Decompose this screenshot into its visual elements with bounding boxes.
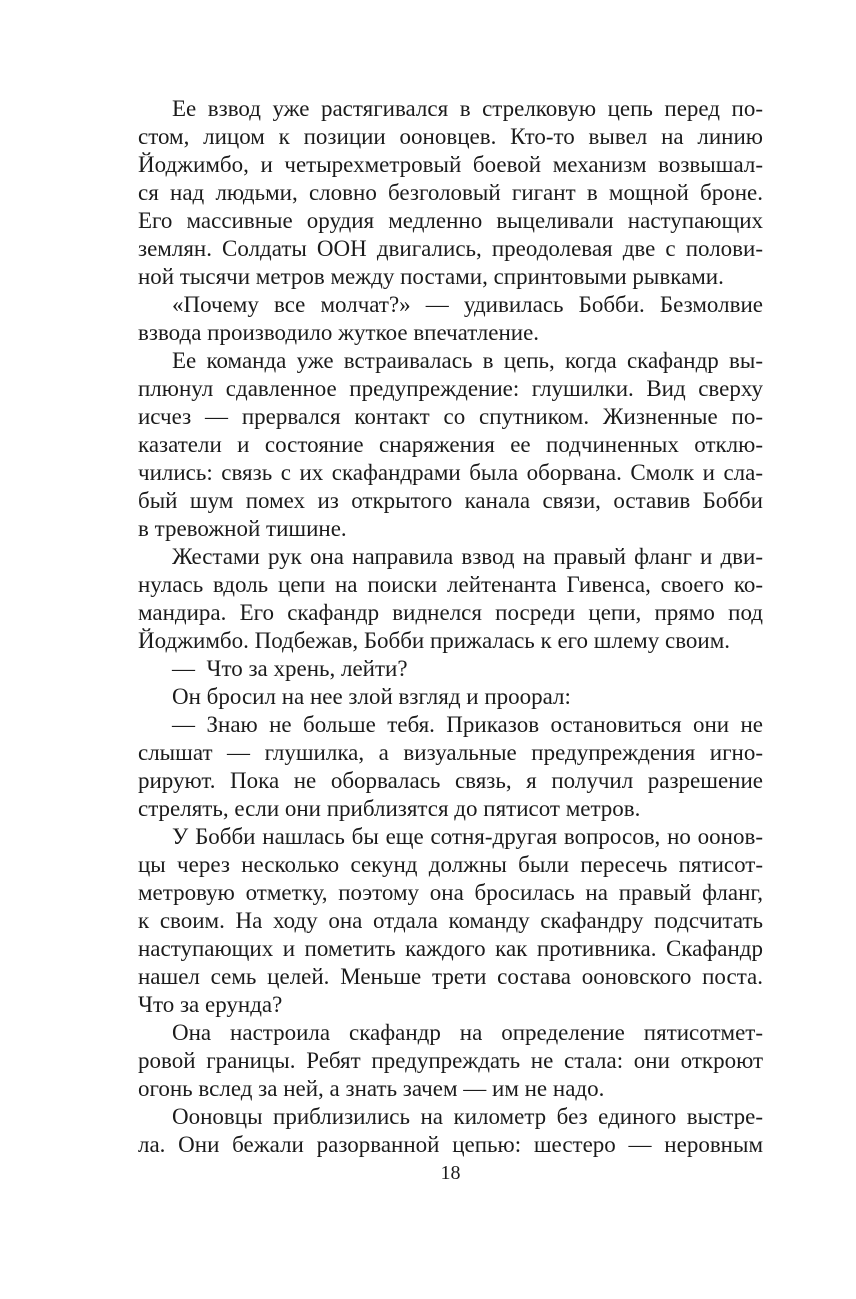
paragraph [138,683,763,711]
text-line: нашел семь целей. Меньше трети состава ооновского поста. [138,964,763,989]
text-line: Йоджимбо, и четырехметровый боевой механизм возвышал- [138,152,763,177]
text-line: Ооновцы приблизились на километр без единого выстре- [172,1104,763,1129]
text-line: Ее взвод уже растягивался в стрелковую цепь перед по- [172,96,763,121]
text-line: Жестами рук она направила взвод на правый фланг и дви- [172,544,763,569]
paragraph [138,347,763,543]
text-line: исчез — прервался контакт со спутником. Жизненные по- [138,404,763,429]
text-line: слышат — глушилка, а визуальные предупреждения игно- [138,740,763,765]
text-line: землян. Солдаты ООН двигались, преодолевая две с полови- [138,236,763,261]
text-line: в тревожной тишине. [138,516,347,541]
text-line: рируют. Пока не оборвалась связь, я получил разрешение [138,768,763,793]
text-line: Он бросил на нее злой взгляд и проорал: [172,684,571,709]
text-line: ровой границы. Ребят предупреждать не стала: они откроют [138,1048,763,1073]
paragraph [138,1019,763,1103]
text-line: к своим. На ходу она отдала команду скафандру подсчитать [138,908,763,933]
text-line: чились: связь с их скафандрами была оборвана. Смолк и сла- [138,460,763,485]
text-line: огонь вслед за ней, а знать зачем — им не надо. [138,1076,605,1101]
text-line: — Что за хрень, лейти? [172,656,408,681]
text-line: стом, лицом к позиции ооновцев. Кто-то вывел на линию [138,124,763,149]
page-number: 18 [440,1162,461,1184]
text-line: «Почему все молчат?» — удивилась Бобби. Безмолвие [172,292,763,317]
text-line: Йоджимбо. Подбежав, Бобби прижалась к его шлему своим. [138,628,731,653]
text-line: ной тысячи метров между постами, спринтовыми рывками. [138,264,724,289]
text-line: цы через несколько секунд должны были пересечь пятисот- [138,852,763,877]
text-line: нулась вдоль цепи на поиски лейтенанта Гивенса, своего ко- [138,572,763,597]
text-line: казатели и состояние снаряжения ее подчиненных отклю- [138,432,763,457]
text-line: бый шум помех из открытого канала связи, оставив Бобби [138,488,763,513]
text-line: метровую отметку, поэтому она бросилась на правый фланг, [138,880,763,905]
text-line: плюнул сдавленное предупреждение: глушилки. Вид сверху [138,376,763,401]
paragraph [138,95,763,291]
text-line: взвода производило жуткое впечатление. [138,320,540,345]
text-line: стрелять, если они приблизятся до пятисот метров. [138,796,641,821]
paragraph [138,711,763,823]
text-line: Его массивные орудия медленно выцеливали наступающих [138,208,763,233]
text-line: ся над людьми, словно безголовый гигант в мощной броне. [138,180,763,205]
text-line: ла. Они бежали разорванной цепью: шестеро — неровным [138,1132,763,1157]
text-line: Ее команда уже встраивалась в цепь, когда скафандр вы- [172,348,763,373]
text-line: У Бобби нашлась бы еще сотня-другая вопросов, но оонов- [172,824,763,849]
text-line: Она настроила скафандр на определение пятисотмет- [172,1020,763,1045]
paragraph [138,655,763,683]
page-text-block [138,95,763,1159]
text-line: мандира. Его скафандр виднелся посреди цепи, прямо под [138,600,763,625]
paragraph [138,823,763,1019]
text-line: — Знаю не больше тебя. Приказов остановиться они не [172,712,763,737]
paragraph [138,543,763,655]
text-line: Что за ерунда? [138,992,283,1017]
paragraph [138,1103,763,1159]
text-line: наступающих и пометить каждого как противника. Скафандр [138,936,763,961]
paragraph [138,291,763,347]
